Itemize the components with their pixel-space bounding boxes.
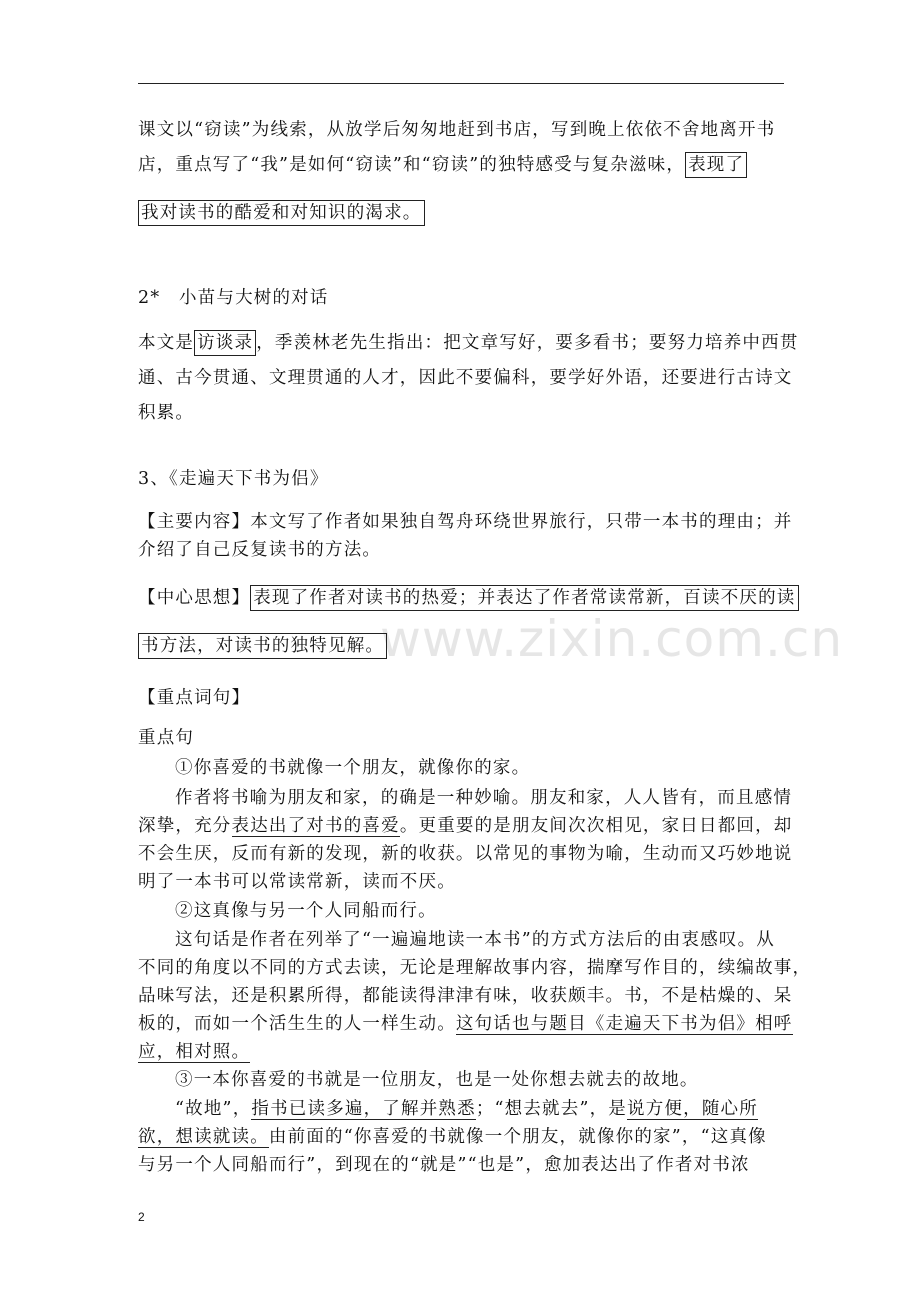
- q3-text-cont: 由前面的“你喜爱的书就像一个朋友，就像你的家”，“这真像: [268, 1127, 767, 1147]
- q2-para-line5: [138, 1040, 250, 1064]
- q1-para-line3: 不会生厌，反而有新的发现，新的收获。以常见的事物为喻，生动而又巧妙地说: [138, 844, 793, 864]
- s3-heading: 3、《走遍天下书为侣》: [138, 469, 329, 489]
- s3-center-boxed-cont: 书方法，对读书的独特见解。: [138, 633, 387, 659]
- s2-line3: 积累。: [138, 403, 195, 423]
- s3-center-label: 【中心思想】: [138, 588, 251, 608]
- q2-para-line1: 这句话是作者在列举了“一遍遍地读一本书”的方式方法后的由衷感叹。从: [175, 930, 775, 950]
- q2-para-line3: 品味写法，还是积累所得，都能读得津津有味，收获颇丰。书，不是枯燥的、呆: [138, 986, 793, 1006]
- q1-text: 深挚，充分: [138, 816, 232, 836]
- s2-line1: [138, 331, 799, 355]
- quote-3: ③一本你喜爱的书就是一位朋友，也是一处你想去就去的故地。: [175, 1070, 699, 1090]
- s2-line2: 通、古今贯通、文理贯通的人才，因此不要偏科，要学好外语，还要进行古诗文: [138, 368, 793, 388]
- p1-boxed-text-cont: 我对读书的酷爱和对知识的渴求。: [138, 200, 425, 226]
- q1-underlined: 表达出了对书的喜爱: [231, 816, 400, 836]
- header-rule: [138, 83, 784, 84]
- q2-para-line2: 不同的角度以不同的方式去读，无论是理解故事内容，揣摩写作目的，续编故事，: [138, 958, 812, 978]
- key-sentence-label: 重点句: [138, 728, 195, 748]
- p1-line2-text: 店，重点写了“我”是如何“窃读”和“窃读”的独特感受与复杂滋味，: [138, 155, 686, 175]
- q3-para-line1: [175, 1097, 758, 1121]
- q3-text-mid: ；“想去就去”，是: [475, 1099, 628, 1119]
- q1-para-line2: [138, 814, 793, 838]
- q3-para-line3: 与另一个人同船而行”，到现在的“就是”“也是”，愈加表达出了作者对书浓: [138, 1155, 750, 1175]
- q3-underlined-1: 指书已读多遍，了解并熟悉: [251, 1099, 476, 1119]
- watermark: www.zixin.com.cn: [380, 610, 844, 668]
- s2-heading: 2* 小苗与大树的对话: [138, 288, 329, 308]
- s3-main-content-line1: 【主要内容】本文写了作者如果独自驾舟环绕世界旅行，只带一本书的理由；并: [138, 512, 793, 532]
- q1-para-line1: 作者将书喻为朋友和家，的确是一种妙喻。朋友和家，人人皆有，而且感情: [175, 788, 793, 808]
- q3-text: “故地”，: [175, 1099, 252, 1119]
- q3-underlined-2: 说方便，随心所: [627, 1099, 758, 1119]
- page-number: 2: [138, 1210, 145, 1224]
- quote-1: ①你喜爱的书就像一个朋友，就像你的家。: [175, 758, 531, 778]
- q2-para-line4: [138, 1012, 793, 1036]
- q1-text-cont: 。更重要的是朋友间次次相见，家日日都回，却: [399, 816, 793, 836]
- p1-boxed-text: 表现了: [685, 152, 747, 178]
- s2-boxed-genre: 访谈录: [194, 330, 256, 356]
- s3-main-content-line2: 介绍了自己反复读书的方法。: [138, 540, 382, 560]
- s3-center-line2: [138, 634, 387, 658]
- q3-para-line2: [138, 1125, 767, 1149]
- q2-text: 板的，而如一个活生生的人一样生动。: [138, 1014, 456, 1034]
- q2-underlined: 这句话也与题目《走遍天下书为侣》相呼: [455, 1014, 793, 1034]
- s2-text-cont: ，季羡林老先生指出：把文章写好，要多看书；要努力培养中西贯: [256, 333, 799, 353]
- s2-text: 本文是: [138, 333, 195, 353]
- s3-center-boxed: 表现了作者对读书的热爱；并表达了作者常读常新，百读不厌的读: [250, 585, 798, 611]
- p1-line1: 课文以“窃读”为线索，从放学后匆匆地赶到书店，写到晚上依依不舍地离开书: [138, 120, 776, 140]
- p1-line3: [138, 201, 425, 225]
- p1-line2: [138, 153, 747, 177]
- key-words-label: 【重点词句】: [138, 688, 251, 708]
- q2-underlined-cont: 应，相对照。: [138, 1042, 251, 1062]
- quote-2: ②这真像与另一个人同船而行。: [175, 901, 437, 921]
- s3-center-line1: [138, 586, 799, 610]
- q1-para-line4: 明了一本书可以常读常新，读而不厌。: [138, 872, 456, 892]
- q3-underlined-2-cont: 欲，想读就读。: [138, 1127, 269, 1147]
